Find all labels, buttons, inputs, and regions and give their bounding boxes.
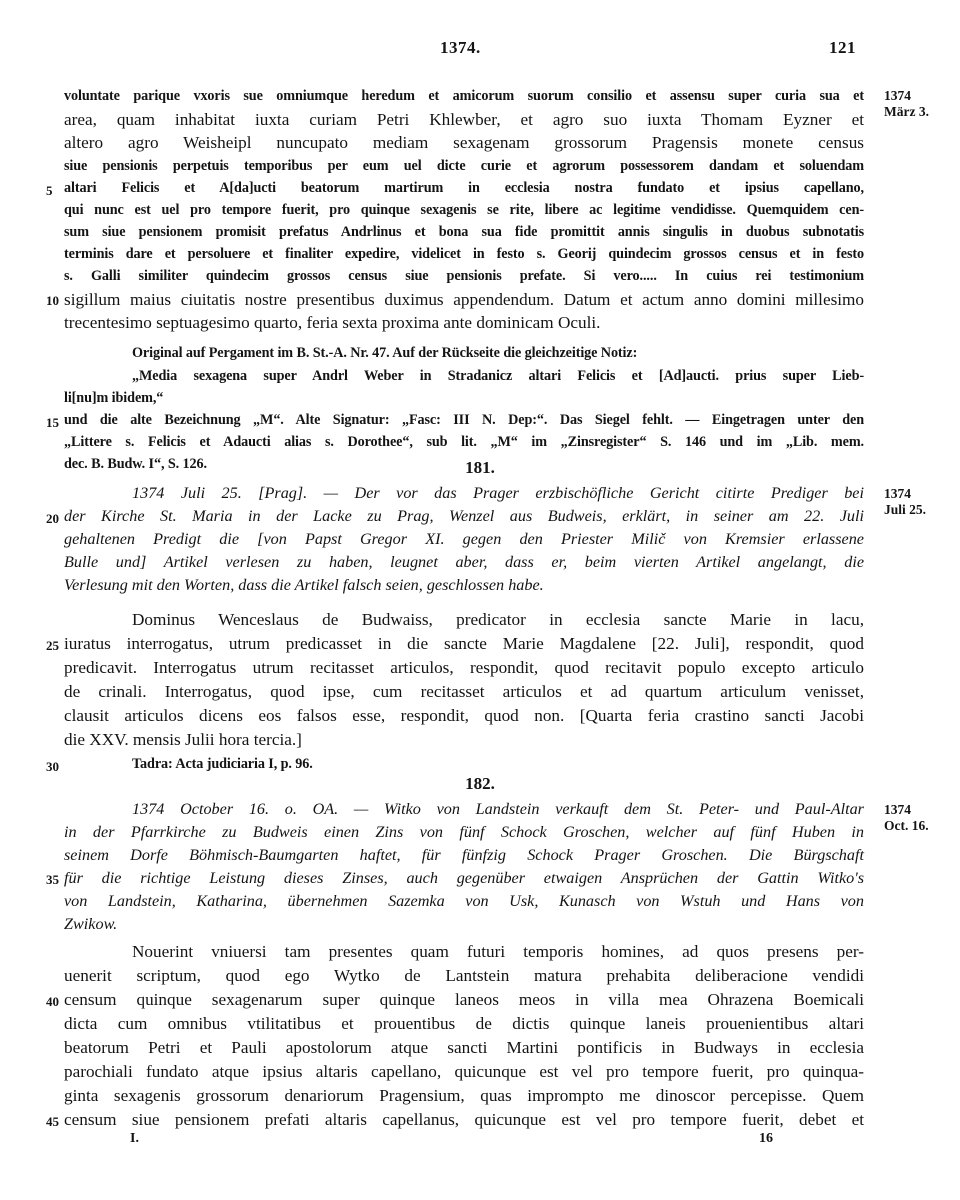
regest-line: Verlesung mit den Worten, dass die Artikel falsch seien, geschlossen habe. [64, 576, 544, 594]
regest-line: für die richtige Leistung dieses Zinses, auch gegenüber etwaigen Ansprüchen der Gattin Witko's [64, 869, 864, 887]
text-line: terminis dare et persoluere et finaliter expedire, videlicet in festo s. Georij quindecim grossos census et in festo [64, 246, 864, 262]
sheet-number: 16 [759, 1131, 773, 1146]
regest-line: 1374 Juli 25. [Prag]. — Der vor das Prager erzbischöfliche Gericht citirte Prediger bei [132, 484, 864, 502]
text-line: iuratus interrogatus, utrum predicasset in die sancte Marie Magdalene [22. Juli], respondit, quod [64, 634, 864, 653]
text-line: predicavit. Interrogatus utrum recitasset articulos, respondit, quod recitavit populo excepto articulo [64, 658, 864, 677]
document-number: 181. [465, 458, 495, 477]
text-line: clausit articulos dicens eos falsos esse, respondit, quod non. [Quarta feria crastino sancti Jacobi [64, 706, 864, 725]
line-number: 20 [46, 511, 59, 526]
text-line: Dominus Wenceslaus de Budwaiss, predicator in ecclesia sancte Marie in lacu, [132, 610, 864, 629]
regest-line: in der Pfarrkirche zu Budweis einen Zins von fünf Schock Groschen, welcher auf fünf Huben in [64, 823, 864, 841]
text-line: censum quinque sexagenarum super quinque laneos meos in villa mea Ohrazena Boemicali [64, 990, 864, 1009]
line-number: 15 [46, 415, 59, 430]
text-line: sum siue pensionem promisit prefatus Andrlinus et bona sua fide promittit annis singulis in duobus subnotatis [64, 224, 864, 240]
text-line: dicta cum omnibus vtilitatibus et prouentibus de dictis quinque laneis prouenientibus altari [64, 1014, 864, 1033]
margin-date-doc180: 1374 März 3. [884, 88, 929, 119]
signature-mark: I. [130, 1131, 139, 1146]
note-line: dec. B. Budw. I“, S. 126. [64, 456, 207, 472]
regest-line: der Kirche St. Maria in der Lacke zu Prag, Wenzel aus Budweis, erklärt, in seiner am 22. Juli [64, 507, 864, 525]
text-line: de crinali. Interrogatus, quod ipse, cum recitasset articulos et ad quartum articulum venisset, [64, 682, 864, 701]
text-line: siue pensionis perpetuis temporibus per eum uel dicte curie et agrorum possessorem dandam et soluendam [64, 158, 864, 174]
regest-line: von Landstein, Katharina, übernehmen Sazemka von Usk, Kunasch von Wstuh und Hans von [64, 892, 864, 910]
note-line: „Littere s. Felicis et Adaucti alias s. Dorothee“, sub lit. „M“ im „Zinsregister“ S. 146 und im „Lib. mem. [64, 434, 864, 450]
text-line: qui nunc est uel pro tempore fuerit, pro quinque sexagenis se rite, libere ac legitime vendidisse. Quemquidem cen- [64, 202, 864, 218]
text-line: Nouerint vniuersi tam presentes quam futuri temporis homines, ad quos presens per- [132, 942, 864, 961]
text-line: parochiali fundato atque ipsius altaris capellano, quicunque est vel pro tempore fuerit, pro quinqua- [64, 1062, 864, 1081]
line-number: 30 [46, 759, 59, 774]
line-number: 45 [46, 1114, 59, 1129]
line-number: 40 [46, 994, 59, 1009]
source-citation: Tadra: Acta judiciaria I, p. 96. [132, 756, 313, 772]
note-line: Original auf Pergament im B. St.-A. Nr. 47. Auf der Rückseite die gleichzeitige Notiz: [132, 345, 638, 361]
text-line: die XXV. mensis Julii hora tercia.] [64, 730, 302, 749]
text-line: ginta sexagenis grossorum denariorum Pragensium, quas imprompto me dinoscor percepisse. Quem [64, 1086, 864, 1105]
page-number: 121 [829, 38, 856, 57]
margin-date-doc182: 1374 Oct. 16. [884, 802, 929, 833]
text-line: sigillum maius ciuitatis nostre presentibus duximus appendendum. Datum et actum anno domini millesimo [64, 290, 864, 309]
text-line: area, quam inhabitat iuxta curiam Petri Khlewber, et agro suo iuxta Thomam Eyzner et [64, 110, 864, 129]
line-number: 5 [46, 183, 53, 198]
text-line: beatorum Petri et Pauli apostolorum atque sancti Martini pontificis in Budways in ecclesia [64, 1038, 864, 1057]
note-line: li[nu]m ibidem,“ [64, 390, 164, 406]
text-line: s. Galli similiter quindecim grossos census siue pensionis prefate. Si vero..... In cuius rei testimonium [64, 268, 864, 284]
line-number: 35 [46, 872, 59, 887]
text-line: censum siue pensionem prefati altaris capellanus, quicunque est vel pro tempore fuerit, debet et [64, 1110, 864, 1129]
regest-line: 1374 October 16. o. OA. — Witko von Landstein verkauft dem St. Peter- und Paul-Altar [132, 800, 864, 818]
margin-date-doc181: 1374 Juli 25. [884, 486, 927, 517]
document-number: 182. [465, 774, 495, 793]
regest-line: Bulle und] Artikel verlesen zu haben, leugnet aber, dass er, beim vierten Artikel angelangt, die [64, 553, 864, 571]
note-line: und die alte Bezeichnung „M“. Alte Signatur: „Fasc: III N. Dep:“. Das Siegel fehlt. — Eingetragen unter den [64, 412, 864, 428]
text-line: altero agro Weisheipl nuncupato mediam sexagenam grossorum Pragensis monete census [64, 133, 864, 152]
line-number: 25 [46, 638, 59, 653]
text-line: altari Felicis et A[da]ucti beatorum martirum in ecclesia nostra fundato et ipsius capellano, [64, 180, 864, 196]
line-number: 10 [46, 293, 59, 308]
text-line: trecentesimo septuagesimo quarto, feria sexta proxima ante dominicam Oculi. [64, 313, 601, 332]
text-line: voluntate parique vxoris sue omniumque heredum et amicorum suorum consilio et assensu super curia sua et [64, 88, 864, 104]
regest-line: Zwikow. [64, 915, 118, 933]
text-line: uenerit scriptum, quod ego Wytko de Lantstein matura prehabita deliberacione vendidi [64, 966, 864, 985]
note-line: „Media sexagena super Andrl Weber in Stradanicz altari Felicis et [Ad]aucti. prius super Lieb- [132, 368, 864, 384]
regest-line: gehaltenen Predigt die [von Papst Gregor XI. gegen den Priester Milič von Kremsier erlassene [64, 530, 864, 548]
regest-line: seinem Dorfe Böhmisch-Baumgarten haftet, für fünfzig Schock Prager Groschen. Die Bürgschaft [64, 846, 864, 864]
running-head-year: 1374. [440, 38, 481, 57]
